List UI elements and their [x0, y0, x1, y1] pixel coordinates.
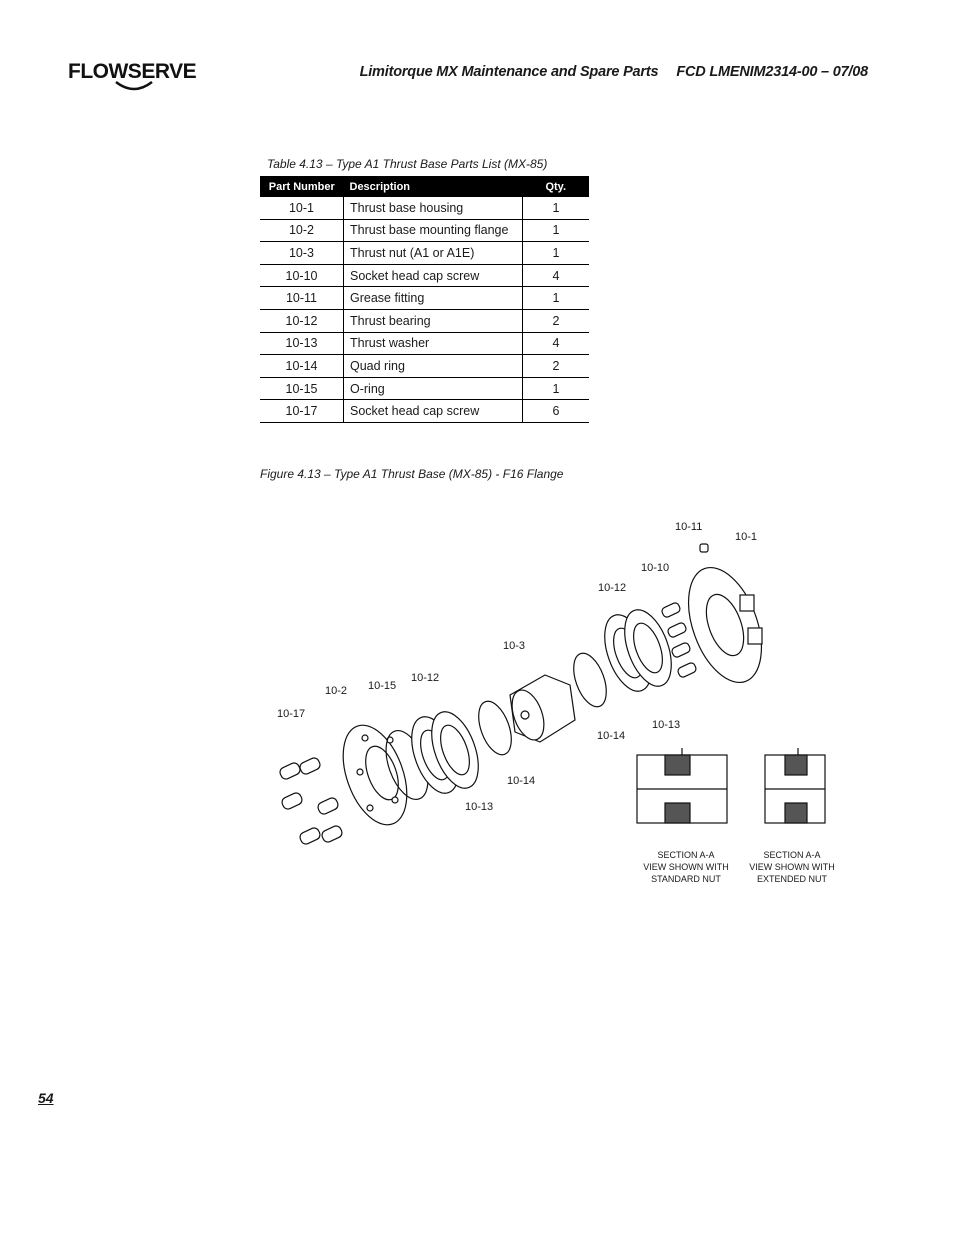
callout-10-17: 10-17	[277, 708, 306, 720]
table-row	[260, 377, 589, 400]
section-view-standard-icon	[637, 748, 727, 823]
description-cell: Grease fitting	[344, 287, 523, 310]
table-row	[260, 400, 589, 423]
qty-cell: 1	[523, 377, 590, 400]
description-cell: O-ring	[344, 377, 523, 400]
cap-screw-10-17-icon	[278, 756, 343, 845]
header-description: Description	[344, 176, 523, 197]
section-left-line2: VIEW SHOWN WITH	[643, 862, 729, 872]
table-row	[260, 219, 589, 242]
section-left-line3: STANDARD NUT	[651, 874, 721, 884]
callout-10-10: 10-10	[641, 562, 670, 574]
table-row	[260, 264, 589, 287]
callout-10-13-right: 10-13	[652, 719, 681, 731]
qty-cell: 2	[523, 309, 590, 332]
part-number-cell: 10-12	[260, 309, 344, 332]
callout-10-3: 10-3	[503, 640, 526, 652]
section-view-extended-icon	[765, 748, 825, 823]
header-qty: Qty.	[523, 176, 590, 197]
description-cell: Thrust base housing	[344, 197, 523, 219]
qty-cell: 1	[523, 219, 590, 242]
figure-caption: Figure 4.13 – Type A1 Thrust Base (MX-85) - F16 Flange	[260, 467, 564, 481]
qty-cell: 4	[523, 332, 590, 355]
doc-code: FCD LMENIM2314-00 – 07/08	[676, 64, 868, 80]
table-row	[260, 287, 589, 310]
part-number-cell: 10-3	[260, 242, 344, 265]
callout-10-12-top: 10-12	[598, 582, 627, 594]
callout-10-14-left: 10-14	[507, 775, 536, 787]
qty-cell: 6	[523, 400, 590, 423]
part-number-cell: 10-2	[260, 219, 344, 242]
qty-cell: 2	[523, 355, 590, 378]
table-row	[260, 355, 589, 378]
callout-10-2: 10-2	[325, 685, 348, 697]
header-part-number: Part Number	[260, 176, 344, 197]
quad-ring-10-14-b-icon	[567, 649, 612, 711]
page-number: 54	[38, 1090, 54, 1106]
thrust-bearing-10-12-b-icon	[596, 604, 681, 698]
section-right-line2: VIEW SHOWN WITH	[749, 862, 835, 872]
qty-cell: 4	[523, 264, 590, 287]
table-row	[260, 332, 589, 355]
callout-10-1: 10-1	[735, 531, 758, 543]
part-number-cell: 10-15	[260, 377, 344, 400]
callout-10-12-left: 10-12	[411, 672, 440, 684]
thrust-nut-10-3-icon	[506, 675, 575, 744]
section-right-line1: SECTION A-A	[763, 850, 821, 860]
description-cell: Thrust nut (A1 or A1E)	[344, 242, 523, 265]
part-number-cell: 10-13	[260, 332, 344, 355]
svg-text:FLOWSERVE: FLOWSERVE	[68, 60, 197, 83]
callout-10-14-right: 10-14	[597, 730, 626, 742]
table-header-row	[260, 176, 589, 197]
description-cell: Thrust bearing	[344, 309, 523, 332]
callout-10-13-left: 10-13	[465, 801, 494, 813]
part-number-cell: 10-14	[260, 355, 344, 378]
flowserve-logo	[68, 56, 208, 96]
description-cell: Socket head cap screw	[344, 400, 523, 423]
section-left-line1: SECTION A-A	[657, 850, 715, 860]
part-number-cell: 10-1	[260, 197, 344, 219]
doc-title: Limitorque MX Maintenance and Spare Parts	[359, 64, 659, 80]
exploded-view-diagram	[270, 510, 850, 900]
table-row	[260, 197, 589, 219]
description-cell: Thrust base mounting flange	[344, 219, 523, 242]
callout-10-11: 10-11	[675, 521, 703, 533]
mounting-flange-10-2-icon	[331, 717, 419, 834]
description-cell: Thrust washer	[344, 332, 523, 355]
callout-10-15: 10-15	[368, 680, 397, 692]
description-cell: Quad ring	[344, 355, 523, 378]
description-cell: Socket head cap screw	[344, 264, 523, 287]
logo-swoosh-icon	[116, 82, 152, 89]
thrust-bearing-10-12-icon	[403, 706, 488, 800]
section-right-line3: EXTENDED NUT	[756, 874, 828, 884]
part-number-cell: 10-17	[260, 400, 344, 423]
part-number-cell: 10-10	[260, 264, 344, 287]
part-number-cell: 10-11	[260, 287, 344, 310]
grease-fitting-10-11-icon	[700, 544, 708, 552]
table-row	[260, 309, 589, 332]
qty-cell: 1	[523, 287, 590, 310]
page-header	[360, 64, 868, 80]
qty-cell: 1	[523, 197, 590, 219]
table-row	[260, 242, 589, 265]
table-caption: Table 4.13 – Type A1 Thrust Base Parts List (MX-85)	[267, 157, 548, 171]
qty-cell: 1	[523, 242, 590, 265]
parts-table	[260, 176, 589, 423]
